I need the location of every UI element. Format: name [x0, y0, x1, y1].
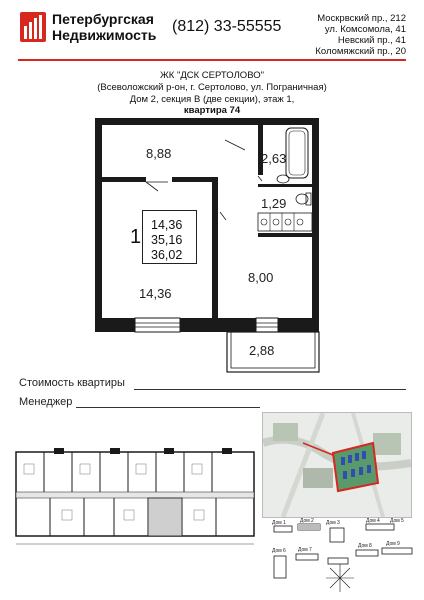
manager-field-line: [76, 407, 260, 408]
keyplan-label-2: Дом 2: [300, 518, 314, 524]
total-area: 35,16: [151, 233, 183, 247]
keyplan-label-5: Дом 5: [390, 518, 404, 524]
office-address-3: Невский пр., 41: [337, 35, 406, 46]
keyplan-label-8: Дом 8: [358, 543, 372, 549]
manager-label: Менеджер: [19, 396, 73, 408]
logo-text-line1: Петербургская: [52, 11, 154, 27]
keyplan-label-7: Дом 7: [298, 547, 312, 553]
total-area-with-balcony: 36,02: [151, 248, 183, 262]
keyplan-label-3: Дом 3: [326, 520, 340, 526]
kitchen-area: 8,88: [146, 146, 172, 161]
apartment-number: квартира 74: [183, 105, 241, 116]
keyplan-label-9: Дом 9: [386, 541, 400, 547]
section-floor-plan: [14, 446, 258, 552]
building-info: Дом 2, секция В (две секции), этаж 1,: [129, 94, 295, 105]
phone-number: (812) 33-55555: [172, 18, 282, 35]
site-key-plan: [270, 518, 416, 594]
office-address-4: Коломяжский пр., 20: [315, 46, 406, 57]
keyplan-label-6: Дом 6: [272, 548, 286, 554]
living-area-total: 14,36: [151, 218, 183, 232]
logo-text-line2: Недвижимость: [52, 27, 157, 43]
site-location-map: [262, 412, 412, 518]
balcony-area: 2,88: [249, 343, 275, 358]
keyplan-label-1: Дом 1: [272, 520, 286, 526]
price-field-line: [134, 389, 406, 390]
project-name: ЖК "ДСК СЕРТОЛОВО": [160, 70, 264, 81]
bathroom-area: 2,63: [261, 151, 287, 166]
room-count: 1: [130, 226, 142, 248]
hall-area: 8,00: [248, 270, 274, 285]
keyplan-label-4: Дом 4: [366, 518, 380, 524]
room-area: 14,36: [139, 286, 172, 301]
office-address-2: ул. Комсомола, 41: [324, 24, 406, 35]
price-label: Стоимость квартиры: [19, 377, 125, 389]
office-address-1: Москрвский пр., 212: [317, 13, 406, 24]
project-location: (Всеволожский р-он, г. Сертолово, ул. Пограничная): [97, 82, 327, 93]
wc-area: 1,29: [261, 196, 287, 211]
